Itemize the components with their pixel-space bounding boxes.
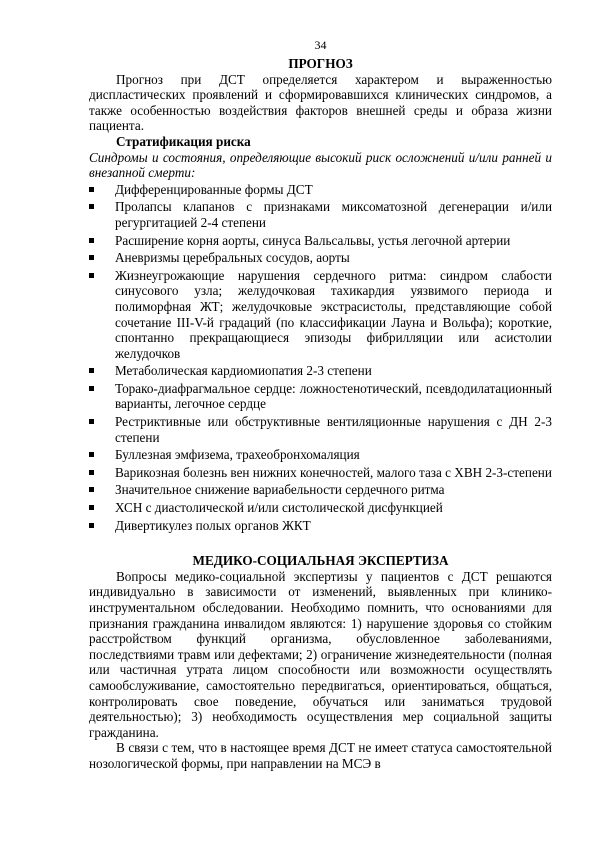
list-item-text: Торако-диафрагмальное сердце: ложностенотический, псевдодилатационный варианты, легочное сердце — [115, 380, 552, 412]
square-bullet-icon — [89, 368, 94, 373]
section-divider — [89, 535, 552, 553]
list-item — [89, 465, 552, 481]
square-bullet-icon — [89, 273, 94, 278]
risk-stratification-heading: Стратификация риска — [116, 133, 251, 149]
square-bullet-icon — [89, 505, 94, 510]
page-number: 34 — [314, 38, 327, 52]
square-bullet-icon — [89, 523, 94, 528]
list-item — [89, 199, 552, 230]
list-item — [89, 518, 552, 534]
square-bullet-icon — [89, 187, 94, 192]
expertise-heading: МЕДИКО-СОЦИАЛЬНАЯ ЭКСПЕРТИЗА — [192, 553, 449, 569]
risk-list — [89, 182, 552, 533]
expertise-paragraph-1: Вопросы медико-социальной экспертизы у пациентов с ДСТ решаются индивидуально в зависимости от изменений, выявленных при клинико-инструментальном обследовании. Необходимо помнить, что основаниями для признания гражданина инвалидом являются: 1) нарушение здоровья со стойким расстройством функций организма, обусловленное заболеваниями, последствиями травм или дефектами; 2) ограничение жизнедеятельности (полная или частичная утрата лицом способности или возможности осуществлять самообслуживание, самостоятельно передвигаться, ориентироваться, общаться, контролировать свое поведение, обучаться или заниматься трудовой деятельностью); 3) необходимость осуществления мер социальной защиты гражданина. — [89, 568, 552, 740]
square-bullet-icon — [89, 386, 94, 391]
list-item-text: Значительное снижение вариабельности сердечного ритма — [115, 482, 445, 498]
list-item — [89, 482, 552, 498]
list-item — [89, 268, 552, 362]
list-item — [89, 182, 552, 198]
list-item — [89, 447, 552, 463]
list-item-text: Рестриктивные или обструктивные вентиляционные нарушения с ДН 2-3 степени — [115, 414, 552, 445]
list-item-text: Пролапсы клапанов с признаками миксоматозной дегенерации и/или регургитацией 2-4 степени — [115, 199, 552, 230]
square-bullet-icon — [89, 238, 94, 243]
square-bullet-icon — [89, 487, 94, 492]
square-bullet-icon — [89, 470, 94, 475]
list-item-text: Варикозная болезнь вен нижних конечностей, малого таза с ХВН 2-3-степени — [115, 464, 552, 480]
list-item-text: Расширение корня аорты, синуса Вальсальвы, устья легочной артерии — [115, 232, 511, 248]
square-bullet-icon — [89, 204, 94, 209]
list-item-text: Буллезная эмфизема, трахеобронхомаляция — [115, 447, 360, 463]
list-item — [89, 414, 552, 445]
list-item-text: Аневризмы церебральных сосудов, аорты — [115, 250, 350, 266]
list-item-text: Дивертикулез полых органов ЖКТ — [115, 517, 311, 533]
square-bullet-icon — [89, 255, 94, 260]
list-item-text: Дифференцированные формы ДСТ — [115, 181, 313, 197]
document-page — [89, 38, 552, 772]
square-bullet-icon — [89, 419, 94, 424]
risk-subtitle: Синдромы и состояния, определяющие высокий риск осложнений и/или ранней и внезапной смерти: — [89, 149, 552, 181]
list-item — [89, 363, 552, 379]
expertise-paragraph-2: В связи с тем, что в настоящее время ДСТ не имеет статуса самостоятельной нозологической формы, при направлении на МСЭ в — [89, 740, 552, 771]
list-item — [89, 250, 552, 266]
prognosis-heading: ПРОГНОЗ — [288, 56, 353, 71]
prognosis-paragraph: Прогноз при ДСТ определяется характером и выраженностью диспластических проявлений и сформировавшихся клинических синдромов, а также особенностью воздействия факторов внешней среды и образа жизни пациента. — [89, 71, 552, 134]
list-item-text: Жизнеугрожающие нарушения сердечного ритма: синдром слабости синусового узла; желудочковая тахикардия уязвимого периода и полиморфная ЖТ; желудочковые экстрасистолы, представляющие собой сочетание III-V-й градаций (по классификации Лауна и Вольфа); короткие, спонтанно прекращающиеся эпизоды фибрилляции или асистолии желудочков — [115, 267, 552, 361]
list-item — [89, 381, 552, 412]
square-bullet-icon — [89, 452, 94, 457]
list-item-text: ХСН с диастолической и/или систолической дисфункцией — [115, 500, 443, 516]
list-item — [89, 500, 552, 516]
list-item — [89, 233, 552, 249]
list-item-text: Метаболическая кардиомиопатия 2-3 степени — [115, 363, 372, 379]
